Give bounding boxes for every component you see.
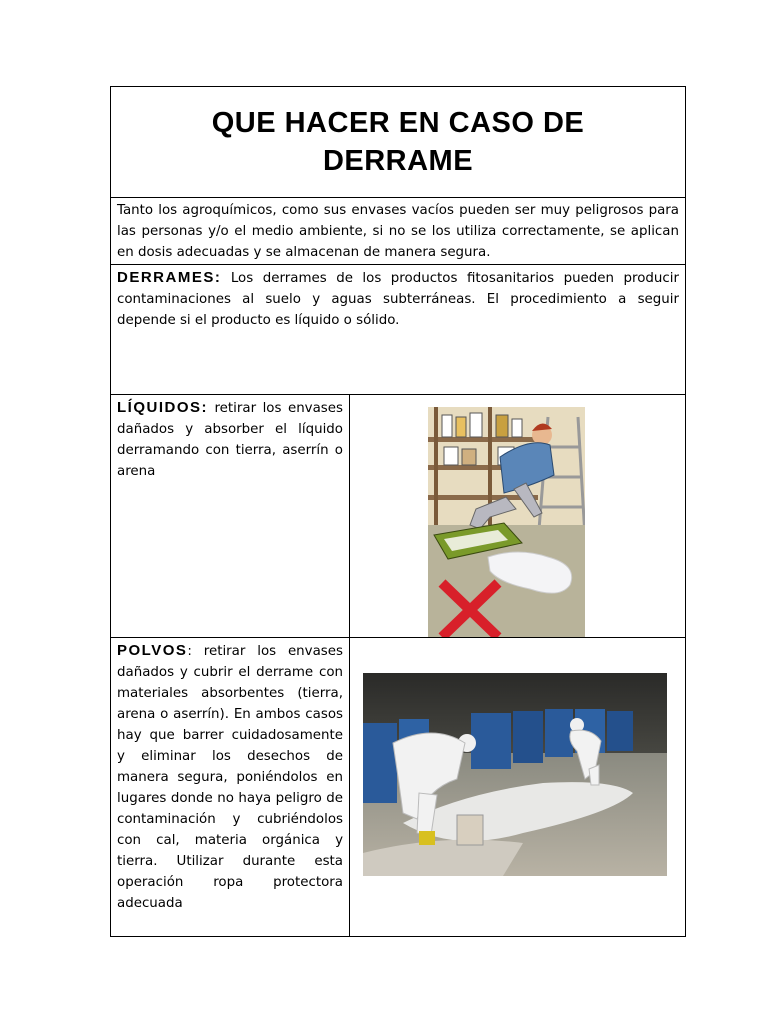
powder-cleanup-photo: [363, 673, 667, 876]
derrames-row: [111, 265, 685, 395]
liquid-spill-illustration: [428, 407, 585, 637]
title-row: [111, 87, 685, 198]
liquidos-label: LÍQUIDOS:: [117, 399, 208, 416]
spill-procedure-table: [110, 86, 686, 937]
liquidos-row: [111, 395, 685, 638]
liquidos-image-cell: [350, 395, 685, 637]
polvos-text: : retirar los envases dañados y cubrir el derrame con materiales absorbentes (tierra, arena o aserrín). En ambos casos hay que barrer cuidadosamente y eliminar los desechos de manera segura, poniéndolos en lugares donde no haya peligro de contaminación y cubriéndolos con cal, materia orgánica y tierra. Utilizar durante esta operación ropa protectora adecuada: [117, 644, 343, 911]
page-title: QUE HACER EN CASO DE DERRAME: [211, 107, 585, 177]
polvos-cell: [111, 638, 350, 936]
polvos-row: [111, 638, 685, 936]
liquid-spill-drawing: [428, 407, 585, 637]
intro-text: Tanto los agroquímicos, como sus envases vacíos pueden ser muy peligrosos para las personas y/o el medio ambiente, si no se los utiliza correctamente, se aplican en dosis adecuadas y se almacenan de manera segura.: [117, 203, 679, 260]
derrames-label: DERRAMES:: [117, 269, 222, 286]
powder-cleanup-drawing: [363, 673, 667, 876]
derrames-cell: [111, 265, 685, 331]
intro-row: [111, 198, 685, 265]
polvos-label: POLVOS: [117, 642, 188, 659]
liquidos-text: retirar los envases dañados y absorber el líquido derramando con tierra, aserrín o arena: [117, 401, 343, 479]
liquidos-cell: [111, 395, 350, 637]
derrames-text: Los derrames de los productos fitosanitarios pueden producir contaminaciones al suelo y aguas subterráneas. El procedimiento a seguir depende si el producto es líquido o sólido.: [117, 271, 679, 328]
polvos-image-cell: [350, 638, 685, 936]
